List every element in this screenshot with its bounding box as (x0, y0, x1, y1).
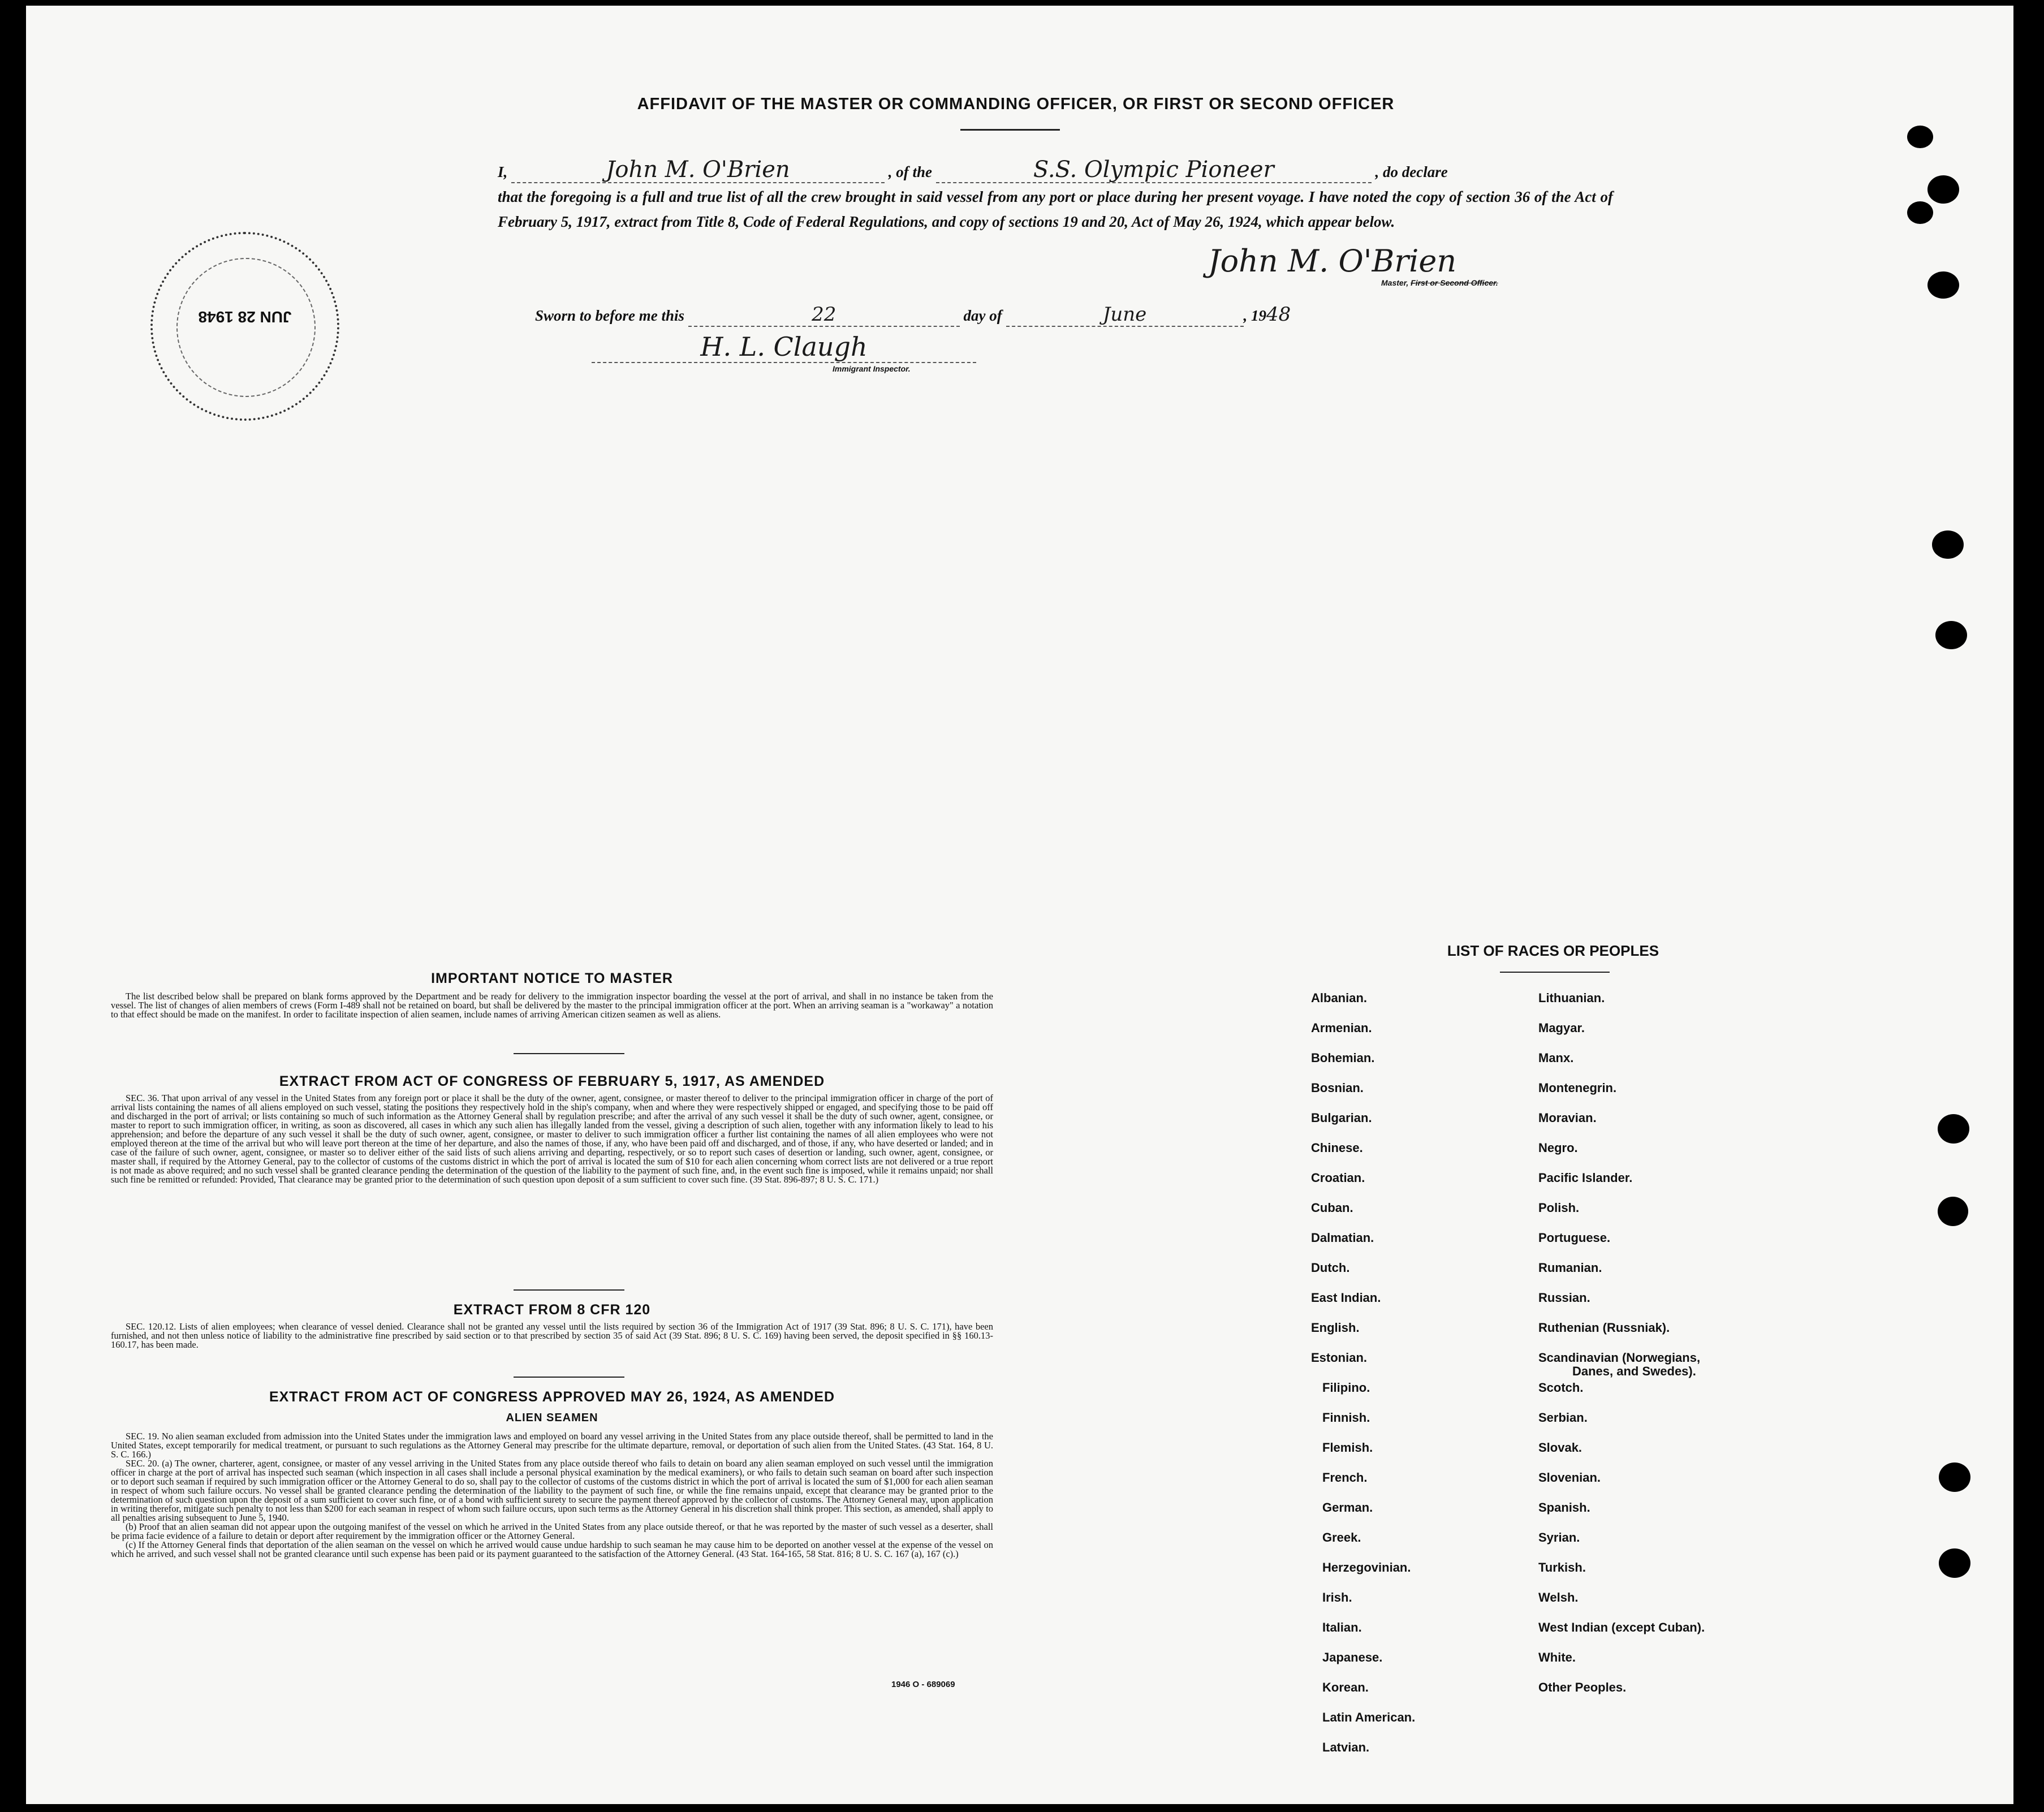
sec36-paragraph: SEC. 36. That upon arrival of any vessel in the United States from any foreign port or place it shall be the duty of the owner, agent, consignee, or master thereof to deliver to the principal immigration officer in charge of the port of arrival lists containing the names of all aliens employed on such vessel, stating the positions they respectively hold in the ship's company, when and where they were respectively shipped or engaged, and specifying those to be paid off and discharged in the port of arrival; or lists containing so much of such information as the Attorney General shall by regulation prescribe; and after the arrival of any such vessel it shall be the duty of such owner, agent, consignee, or master to report to such immigration officer, in writing, as soon as discovered, all cases in which any such alien has illegally landed from the vessel, giving a description of such alien, together with any information likely to lead to his apprehension; and before the departure of any such vessel it shall be the duty of such owner, agent, consignee, or master to deliver to such immigration officer a further list containing the names of all alien employees who were not employed thereon at the time of the arrival but who will leave port thereon at the time of her departure, and also the names of those, if any, who have been paid off and discharged, and of those, if any, who have deserted or landed; and in case of the failure of such owner, agent, consignee, or master so to deliver either of the said lists of such aliens arriving and departing, respectively, or so to report such cases of desertion or landing, such owner, agent, consignee, or master shall, if required by the Attorney General, pay to the collector of customs of the customs district in which the port of arrival is located the sum of $10 for each alien concerning whom correct lists are not delivered or a true report is not made as above required; and no such vessel shall be granted clearance pending the determination of the question of the liability to the payment of such fine, and, in the event such fine is imposed, while it remains unpaid; nor shall such fine be remitted or refunded: Provided, That clearance may be granted prior to the determination of such question upon deposit of a sum sufficient to cover such fine. (39 Stat. 896-897; 8 U. S. C. 171.) (111, 1093, 993, 1185)
day-of-label: day of (963, 307, 1002, 324)
race-item: Moravian. (1538, 1111, 1597, 1125)
race-item: Ruthenian (Russniak). (1538, 1321, 1670, 1335)
punch-hole (1907, 126, 1933, 148)
race-item: Lithuanian. (1538, 991, 1605, 1005)
print-code: 1946 O - 689069 (891, 1680, 955, 1689)
punch-hole (1932, 530, 1964, 559)
extract-8cfr-title: EXTRACT FROM 8 CFR 120 (453, 1302, 651, 1318)
race-item: Manx. (1538, 1051, 1574, 1065)
section-divider (514, 1289, 624, 1291)
section-divider (514, 1377, 624, 1378)
sworn-month-field: June (1006, 303, 1244, 327)
extract-1917-body (111, 1094, 993, 1184)
extract-1924-subtitle: ALIEN SEAMEN (506, 1412, 598, 1424)
race-item: Bohemian. (1311, 1051, 1375, 1065)
race-item: Armenian. (1311, 1021, 1372, 1035)
of-the-label: , of the (888, 163, 933, 180)
race-item: Bosnian. (1311, 1081, 1364, 1095)
race-item: Irish. (1322, 1590, 1352, 1604)
race-item: English. (1311, 1321, 1360, 1335)
date-stamp-inner-ring (176, 258, 316, 397)
declaration-text: that the foregoing is a full and true list of all the crew brought in said vessel from any port or place during her present voyage. I have noted the copy of section 36 of the Act of February 5, 1917, extract from Title 8, Code of Federal Regulations, and copy of sections 19 and 20, Act of May 26, 1924, which appear below. (498, 188, 1613, 230)
punch-hole (1907, 201, 1933, 224)
race-item: Albanian. (1311, 991, 1368, 1005)
race-item: Magyar. (1538, 1021, 1585, 1035)
race-item: Slovak. (1538, 1440, 1582, 1455)
sworn-label: Sworn to before me this (535, 307, 685, 324)
punch-hole (1939, 1462, 1970, 1492)
extract-8cfr-body (111, 1322, 993, 1349)
sec20b-paragraph: (b) Proof that an alien seaman did not appear upon the outgoing manifest of the vessel on which he arrived in the United States from any place outside thereof, or that he was reported by the master of such vessel as a deserter, shall be prima facie evidence of a failure to detain or deport after requirement by the immigration officer or the Attorney General. (111, 1521, 993, 1541)
races-title-underline (1500, 972, 1610, 973)
race-item: Italian. (1322, 1620, 1362, 1634)
section-divider (514, 1053, 624, 1054)
race-item: Rumanian. (1538, 1261, 1602, 1275)
race-item: Greek. (1322, 1530, 1361, 1544)
race-item: White. (1538, 1650, 1576, 1664)
sec19-paragraph: SEC. 19. No alien seaman excluded from admission into the United States under the immigration laws and employed on board any vessel arriving in the United States from any place outside thereof, shall be permitted to land in the United States, except temporarily for medical treatment, or pursuant to such regulations as the Attorney General may prescribe for the ultimate departure, removal, or deportation of such alien from the United States. (43 Stat. 164, 8 U. S. C. 166.) (111, 1431, 993, 1460)
race-item: Serbian. (1538, 1410, 1588, 1425)
sworn-line (535, 303, 1291, 327)
sec120-paragraph: SEC. 120.12. Lists of alien employees; when clearance of vessel denied. Clearance shall not be granted any vessel until the lists required by section 36 of the Immigration Act of 1917 (39 Stat. 896; 8 U. S. C. 171), have been furnished, and not then unless notice of liability to the administrative fine prescribed by said section or to that prescribed by section 35 of said Act (39 Stat. 896; 8 U. S. C. 169) having been served, the deposit specified in §§ 160.13-160.17, has been made. (111, 1321, 993, 1350)
race-item: Spanish. (1538, 1500, 1590, 1515)
signature-caption (1381, 278, 1498, 287)
race-item: Portuguese. (1538, 1231, 1611, 1245)
punch-hole (1927, 175, 1959, 204)
document-page (26, 6, 2013, 1804)
race-item: Syrian. (1538, 1530, 1580, 1544)
signature-caption-struck: First or Second Officer. (1411, 278, 1498, 287)
declaration-block (498, 157, 1613, 234)
sec20c-paragraph: (c) If the Attorney General finds that deportation of the alien seaman on the vessel on which he arrived would cause undue hardship to such seaman he may cause him to be deported on another vessel at the expense of the vessel on which he arrived, and such vessel shall not be granted clearance until such expense has been paid or its payment guaranteed to the satisfaction of the Attorney General. (43 Stat. 164-165, 58 Stat. 816; 8 U. S. C. 167 (a), 167 (c).) (111, 1539, 993, 1559)
notice-title: IMPORTANT NOTICE TO MASTER (431, 970, 673, 986)
sworn-year-field: 48 (1266, 303, 1291, 326)
race-item: Herzegovinian. (1322, 1560, 1411, 1574)
race-item: French. (1322, 1470, 1368, 1485)
signature-caption-prefix: Master, (1381, 278, 1411, 287)
race-item: West Indian (except Cuban). (1538, 1620, 1705, 1634)
sworn-day-field: 22 (688, 303, 960, 327)
vessel-name-field: S.S. Olympic Pioneer (936, 157, 1372, 183)
notice-body (111, 992, 993, 1019)
race-item: Slovenian. (1538, 1470, 1601, 1485)
title-divider (960, 129, 1060, 131)
race-item: Polish. (1538, 1201, 1580, 1215)
race-item: Scotch. (1538, 1380, 1584, 1395)
date-stamp-text: JUN 28 1948 (198, 308, 292, 326)
race-item: Negro. (1538, 1141, 1578, 1155)
race-item: German. (1322, 1500, 1373, 1515)
year-prefix: , 19 (1243, 307, 1267, 324)
race-item: Other Peoples. (1538, 1680, 1627, 1694)
race-item: Flemish. (1322, 1440, 1373, 1455)
race-item: Latin American. (1322, 1710, 1416, 1724)
race-item: Cuban. (1311, 1201, 1353, 1215)
races-title: LIST OF RACES OR PEOPLES (1447, 942, 1659, 959)
race-item: Welsh. (1538, 1590, 1579, 1604)
affidavit-title: AFFIDAVIT OF THE MASTER OR COMMANDING OFFICER, OR FIRST OR SECOND OFFICER (637, 95, 1395, 113)
do-declare-label: , do declare (1375, 163, 1448, 180)
race-item: Estonian. (1311, 1351, 1368, 1365)
punch-hole (1927, 271, 1959, 299)
race-item: Russian. (1538, 1291, 1590, 1305)
extract-1924-body (111, 1432, 993, 1559)
punch-hole (1938, 1114, 1969, 1144)
extract-1917-title: EXTRACT FROM ACT OF CONGRESS OF FEBRUARY 5, 1917, AS AMENDED (279, 1073, 825, 1089)
race-item: Chinese. (1311, 1141, 1363, 1155)
race-item: Turkish. (1538, 1560, 1586, 1574)
race-item: Filipino. (1322, 1380, 1370, 1395)
race-item: Danes, and Swedes). (1572, 1364, 1696, 1378)
punch-hole (1935, 621, 1967, 649)
punch-hole (1939, 1548, 1970, 1578)
race-item: Croatian. (1311, 1171, 1365, 1185)
race-item: Montenegrin. (1538, 1081, 1617, 1095)
race-item: Dalmatian. (1311, 1231, 1374, 1245)
race-item: Finnish. (1322, 1410, 1370, 1425)
race-item: Bulgarian. (1311, 1111, 1372, 1125)
inspector-caption: Immigrant Inspector. (833, 364, 911, 373)
race-item: Scandinavian (Norwegians, (1538, 1351, 1701, 1365)
race-item: East Indian. (1311, 1291, 1381, 1305)
race-item: Pacific Islander. (1538, 1171, 1633, 1185)
race-item: Latvian. (1322, 1740, 1370, 1754)
master-signature: John M. O'Brien (1208, 243, 1457, 279)
inspector-signature: H. L. Claugh (592, 331, 976, 363)
master-name-field: John M. O'Brien (511, 157, 885, 183)
notice-paragraph: The list described below shall be prepared on blank forms approved by the Department and be ready for delivery to the immigration inspector boarding the vessel at the port of arrival, and shall in no instance be taken from the vessel. The list of changes of alien members of crews (Form I-489 shall not be retained on board, but shall be delivered by the master to the principal immigration officer at the port. When an arriving seaman is a "workaway" a notation to that effect should be made on the manifest. In order to facilitate inspection of alien seamen, include names of arriving American citizen seamen as well as aliens. (111, 991, 993, 1020)
punch-hole (1938, 1197, 1968, 1226)
race-item: Dutch. (1311, 1261, 1350, 1275)
i-label: I, (498, 163, 508, 180)
extract-1924-title: EXTRACT FROM ACT OF CONGRESS APPROVED MAY 26, 1924, AS AMENDED (269, 1389, 835, 1405)
sec20a-paragraph: SEC. 20. (a) The owner, charterer, agent, consignee, or master of any vessel arriving in the United States from any place outside thereof who fails to detain on board any alien seaman employed on such vessel until the immigration officer in charge at the port of arrival has inspected such seaman (which inspection in all cases shall include a personal physical examination by the medical examiners), or who fails to detain such seaman on board after such inspection or to deport such seaman if required by such immigration officer or the Attorney General to do so, shall pay to the collector of customs of the customs district in which the port of arrival is located the sum of $1,000 for each alien seaman in respect of whom such failure occurs. No vessel shall be granted clearance pending the determination of the liability to the payment of such fine, or while the fine remains unpaid, except that clearance may be granted prior to the determination of such question upon the deposit of a sum sufficient to cover such fine, or of a bond with sufficient surety to secure the payment thereof approved by the collector of customs. The Attorney General may, upon application in writing therefor, mitigate such penalty to not less than $200 for each seaman in respect of whom such failure occurs, upon such terms as the Attorney General in his discretion shall think proper. This section, as amended, shall apply to all penalties arising subsequent to June 5, 1940. (111, 1458, 993, 1523)
race-item: Japanese. (1322, 1650, 1383, 1664)
race-item: Korean. (1322, 1680, 1369, 1694)
date-stamp (150, 232, 339, 421)
